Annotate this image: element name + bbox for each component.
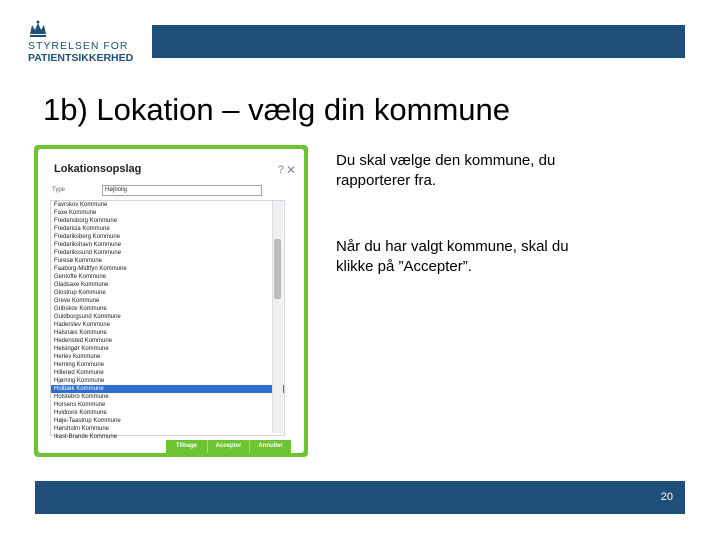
page-number: 20 bbox=[660, 491, 673, 503]
list-scrollbar[interactable] bbox=[272, 201, 283, 433]
list-item[interactable]: Hvidovre Kommune bbox=[54, 410, 107, 416]
back-button[interactable]: Tilbage bbox=[166, 440, 208, 453]
list-item[interactable]: Gladsaxe Kommune bbox=[54, 282, 109, 288]
list-item[interactable]: Guldborgsund Kommune bbox=[54, 314, 121, 320]
list-item[interactable]: Helsingør Kommune bbox=[54, 346, 109, 352]
list-item[interactable]: Furesø Kommune bbox=[54, 258, 103, 264]
list-item[interactable]: Hedensted Kommune bbox=[54, 338, 113, 344]
help-icon[interactable]: ? bbox=[277, 164, 284, 176]
slide-title: 1b) Lokation – vælg din kommune bbox=[43, 92, 510, 127]
list-item[interactable]: Ikast-Brande Kommune bbox=[54, 434, 118, 440]
instruction-text-1: Du skal vælge den kommune, du rapporterer fra. bbox=[336, 152, 556, 189]
list-item[interactable]: Holbæk Kommune bbox=[51, 385, 284, 393]
header-bar bbox=[152, 25, 685, 58]
list-item[interactable]: Gribskov Kommune bbox=[54, 306, 107, 312]
list-item[interactable]: Favrskov Kommune bbox=[54, 202, 108, 208]
list-item[interactable]: Horsens Kommune bbox=[54, 402, 106, 408]
list-item[interactable]: Herning Kommune bbox=[54, 362, 105, 368]
logo bbox=[28, 20, 158, 64]
cancel-button[interactable]: Annuller bbox=[258, 443, 283, 449]
list-item[interactable]: Gentofte Kommune bbox=[54, 274, 107, 280]
list-item[interactable]: Faaborg-Midtfyn Kommune bbox=[54, 266, 127, 272]
type-input[interactable]: Højbolig bbox=[102, 185, 262, 196]
crown-icon bbox=[28, 20, 48, 38]
list-item[interactable]: Frederikshavn Kommune bbox=[54, 242, 122, 248]
location-dialog bbox=[34, 145, 308, 457]
list-item[interactable]: Faxe Kommune bbox=[54, 210, 97, 216]
dialog-title: Lokationsopslag bbox=[54, 163, 142, 175]
list-item[interactable]: Hørsholm Kommune bbox=[54, 426, 110, 432]
close-icon[interactable]: ✕ bbox=[285, 163, 296, 177]
logo-line2: PATIENTSIKKERHED bbox=[28, 52, 134, 64]
dialog-button-bar bbox=[166, 440, 291, 453]
instruction-text-2: Når du har valgt kommune, skal du klikke på ”Accepter”. bbox=[336, 238, 569, 275]
list-item[interactable]: Glostrup Kommune bbox=[54, 290, 106, 296]
list-item[interactable]: Høje-Taastrup Kommune bbox=[54, 418, 121, 424]
logo-line1: STYRELSEN FOR bbox=[28, 40, 129, 52]
list-item[interactable]: Fredensborg Kommune bbox=[54, 218, 118, 224]
list-item[interactable]: Hillerød Kommune bbox=[54, 370, 104, 376]
list-item[interactable]: Fredericia Kommune bbox=[54, 226, 110, 232]
municipality-list[interactable] bbox=[50, 200, 285, 440]
list-item[interactable]: Frederikssund Kommune bbox=[54, 250, 122, 256]
footer-bar bbox=[35, 481, 685, 514]
type-label: Type bbox=[52, 187, 66, 193]
scrollbar-thumb[interactable] bbox=[274, 239, 281, 299]
accept-button[interactable]: Accepter bbox=[208, 440, 250, 453]
dialog-body bbox=[38, 149, 304, 453]
list-item[interactable]: Hjørring Kommune bbox=[54, 378, 105, 384]
list-item[interactable]: Greve Kommune bbox=[54, 298, 100, 304]
list-item[interactable]: Halsnæs Kommune bbox=[54, 330, 107, 336]
list-item[interactable]: Holstebro Kommune bbox=[54, 394, 109, 400]
list-item[interactable]: Haderslev Kommune bbox=[54, 322, 111, 328]
list-item[interactable]: Frederiksberg Kommune bbox=[54, 234, 121, 240]
list-item[interactable]: Herlev Kommune bbox=[54, 354, 101, 360]
